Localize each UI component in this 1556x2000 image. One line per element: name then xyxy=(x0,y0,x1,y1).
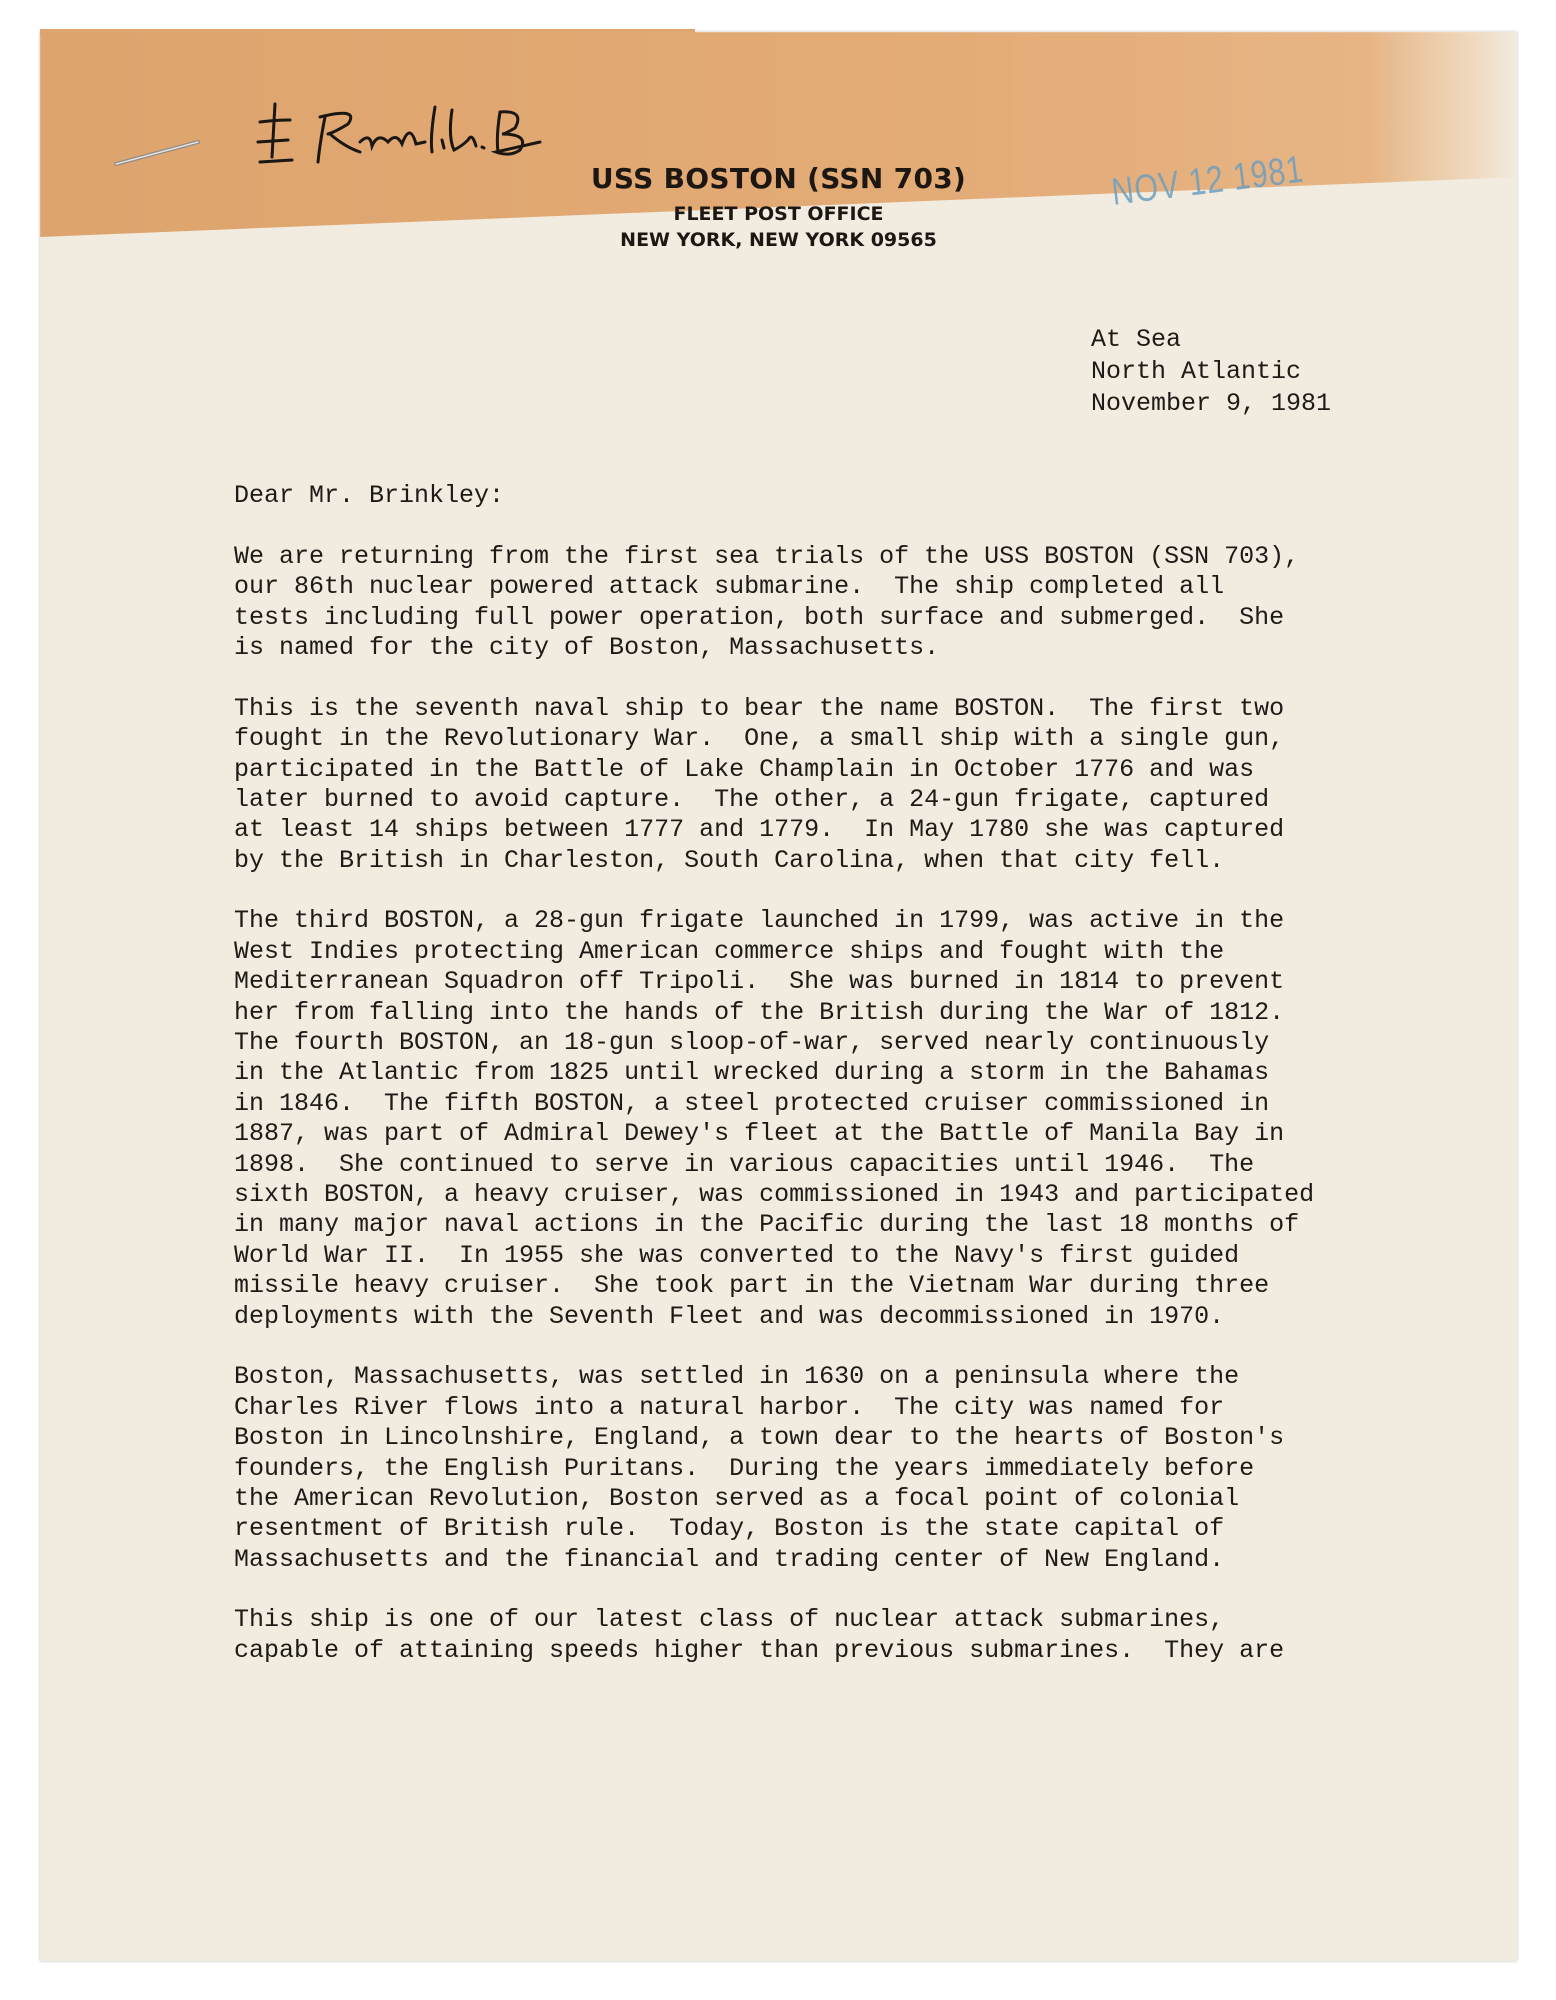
text-line: This is the seventh naval ship to bear the name BOSTON. The first two xyxy=(234,693,1285,723)
text-line: her from falling into the hands of the British during the War of 1812. xyxy=(234,997,1285,1027)
text-line: fought in the Revolutionary War. One, a small ship with a single gun, xyxy=(234,724,1285,754)
text-line: participated in the Battle of Lake Champlain in October 1776 and was xyxy=(234,754,1255,784)
letterhead-office: FLEET POST OFFICE xyxy=(673,203,884,225)
salutation: Dear Mr. Brinkley: xyxy=(234,481,505,510)
paragraph-gap xyxy=(234,876,1314,906)
text-line: tests including full power operation, both surface and submerged. She xyxy=(234,602,1285,632)
text-line: 1887, was part of Admiral Dewey's fleet at the Battle of Manila Bay in xyxy=(234,1119,1285,1149)
paragraph xyxy=(234,1605,1314,1666)
text-line: West Indies protecting American commerce ships and fought with the xyxy=(234,936,1225,966)
text-line: capable of attaining speeds higher than previous submarines. They are xyxy=(234,1635,1285,1665)
paragraph xyxy=(234,542,1314,664)
text-line: Mediterranean Squadron off Tripoli. She was burned in 1814 to prevent xyxy=(234,967,1285,997)
paragraph-gap xyxy=(234,1332,1314,1362)
text-line: deployments with the Seventh Fleet and was decommissioned in 1970. xyxy=(234,1301,1225,1331)
text-line: at least 14 ships between 1777 and 1779. In May 1780 she was captured xyxy=(234,815,1285,845)
location-line: At Sea xyxy=(1091,325,1182,354)
text-line: The third BOSTON, a 28-gun frigate launched in 1799, was active in the xyxy=(234,906,1285,936)
text-line: by the British in Charleston, South Carolina, when that city fell. xyxy=(234,845,1225,875)
text-line: Boston, Massachusetts, was settled in 1630 on a peninsula where the xyxy=(234,1362,1240,1392)
text-line: sixth BOSTON, a heavy cruiser, was commissioned in 1943 and participated xyxy=(234,1179,1315,1209)
text-line: World War II. In 1955 she was converted to the Navy's first guided xyxy=(234,1240,1240,1270)
text-line: resentment of British rule. Today, Boston is the state capital of xyxy=(234,1514,1225,1544)
sender-location xyxy=(1091,324,1331,420)
text-line: 1898. She continued to serve in various capacities until 1946. The xyxy=(234,1149,1255,1179)
text-line: in many major naval actions in the Pacific during the last 18 months of xyxy=(234,1210,1300,1240)
paragraph xyxy=(234,694,1314,876)
letter-page xyxy=(40,32,1517,1961)
letter-body xyxy=(234,481,1314,1666)
letter-date: November 9, 1981 xyxy=(1091,389,1332,418)
letterhead-address: NEW YORK, NEW YORK 09565 xyxy=(620,229,937,251)
text-line: in 1846. The fifth BOSTON, a steel protected cruiser commissioned in xyxy=(234,1088,1270,1118)
text-line: founders, the English Puritans. During the years immediately before xyxy=(234,1453,1255,1483)
text-line: is named for the city of Boston, Massachusetts. xyxy=(234,632,940,662)
text-line: The fourth BOSTON, an 18-gun sloop-of-war, served nearly continuously xyxy=(234,1028,1270,1058)
text-line: our 86th nuclear powered attack submarine. The ship completed all xyxy=(234,572,1225,602)
text-line: the American Revolution, Boston served as a focal point of colonial xyxy=(234,1483,1240,1513)
paragraph xyxy=(234,906,1314,1331)
text-line: We are returning from the first sea trials of the USS BOSTON (SSN 703), xyxy=(234,541,1300,571)
paragraph-gap xyxy=(234,663,1314,693)
text-line: later burned to avoid capture. The other, a 24-gun frigate, captured xyxy=(234,784,1270,814)
paragraph-gap xyxy=(234,1575,1314,1605)
paragraph xyxy=(234,1362,1314,1575)
location-line: North Atlantic xyxy=(1091,357,1302,386)
text-line: in the Atlantic from 1825 until wrecked during a storm in the Bahamas xyxy=(234,1058,1270,1088)
text-line: Boston in Lincolnshire, England, a town dear to the hearts of Boston's xyxy=(234,1423,1285,1453)
text-line: This ship is one of our latest class of nuclear attack submarines, xyxy=(234,1605,1225,1635)
letterhead-title: USS BOSTON (SSN 703) xyxy=(590,162,967,195)
text-line: missile heavy cruiser. She took part in the Vietnam War during three xyxy=(234,1271,1270,1301)
text-line: Massachusetts and the financial and trading center of New England. xyxy=(234,1544,1225,1574)
received-date-stamp: NOV 12 1981 xyxy=(1109,148,1307,214)
text-line: Charles River flows into a natural harbor. The city was named for xyxy=(234,1392,1225,1422)
paragraph-gap xyxy=(234,511,1314,541)
